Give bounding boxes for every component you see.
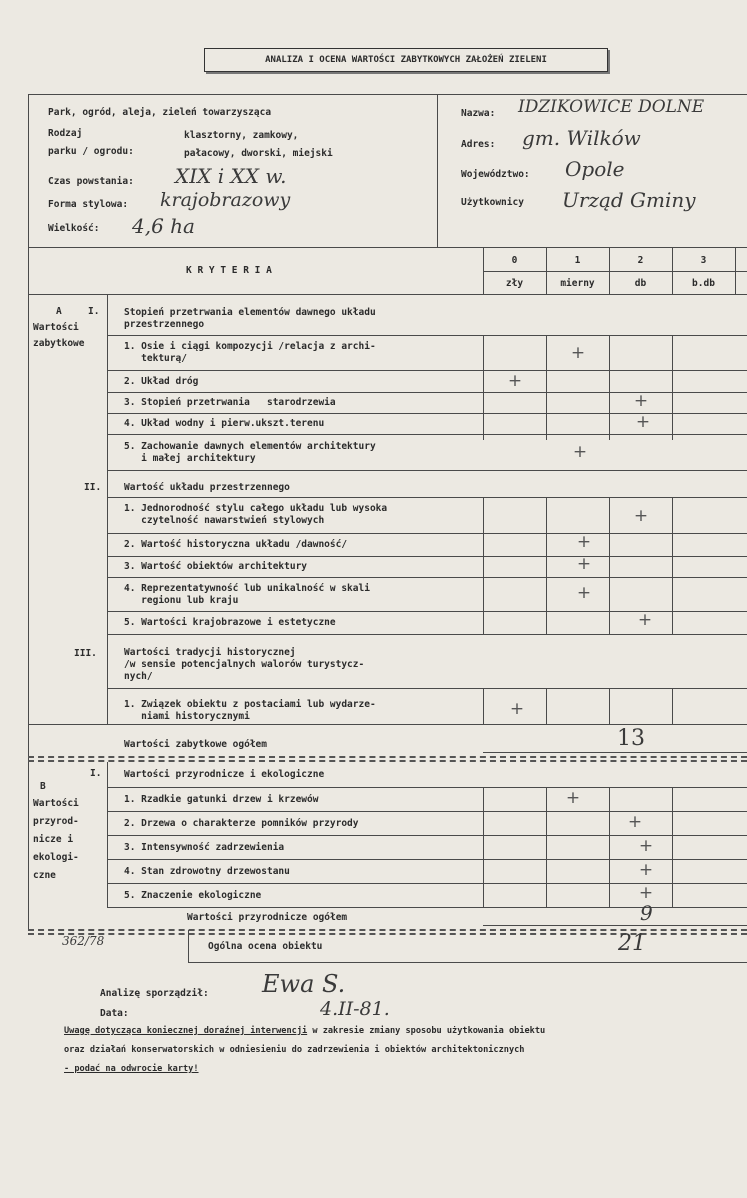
wojewodztwo-label: Województwo: xyxy=(461,169,530,180)
grid-line xyxy=(28,724,747,725)
form-title: ANALIZA I OCENA WARTOŚCI ZABYTKOWYCH ZAŁOŻEŃ ZIELENI xyxy=(265,55,547,65)
rodzaj-options-1: klasztorny, zamkowy, xyxy=(184,130,299,141)
total-zabytkowe-label: Wartości zabytkowe ogółem xyxy=(124,739,267,750)
section-b-name-5: czne xyxy=(33,870,56,881)
kryteria-header: K R Y T E R I A xyxy=(186,265,272,276)
note-line-1 xyxy=(64,1026,545,1037)
criterion-row: 4. Reprezentatywność lub unikalność w skali xyxy=(124,583,370,594)
section-a-roman-1: I. xyxy=(88,306,100,317)
criterion-row: 1. Związek obiektu z postaciami lub wydarze- xyxy=(124,699,376,710)
section-b-name-3: nicze i xyxy=(33,834,74,845)
rating-mark: + xyxy=(570,343,586,363)
note-rest: w zakresie zmiany sposobu użytkowania obiektu xyxy=(307,1026,546,1036)
rating-mark: + xyxy=(576,532,592,552)
grid-line xyxy=(609,335,610,440)
grid-line xyxy=(483,925,747,926)
grid-line xyxy=(188,962,747,963)
rodzaj-label-2: parku / ogrodu: xyxy=(48,146,134,157)
section-separator xyxy=(28,760,747,762)
group-2-title: Wartość układu przestrzennego xyxy=(124,482,290,493)
col-3-label: b.db xyxy=(692,278,715,289)
rating-mark: + xyxy=(565,788,581,808)
grid-line xyxy=(609,688,610,724)
section-separator xyxy=(28,756,747,758)
rating-mark: + xyxy=(576,554,592,574)
grid-line xyxy=(107,634,747,635)
grid-line xyxy=(107,556,747,557)
adres-label: Adres: xyxy=(461,139,496,150)
criterion-row: 5. Znaczenie ekologiczne xyxy=(124,890,262,901)
section-b-name-4: ekologi- xyxy=(33,852,79,863)
group-b-title: Wartości przyrodnicze i ekologiczne xyxy=(124,769,325,780)
grid-line xyxy=(107,577,747,578)
col-1-label: mierny xyxy=(560,278,595,289)
section-a-name-2: zabytkowe xyxy=(33,338,85,349)
criterion-row-cont: niami historycznymi xyxy=(124,711,250,722)
col-3-num: 3 xyxy=(700,255,707,266)
grid-line xyxy=(107,497,747,498)
grid-line xyxy=(107,811,747,812)
grid-line xyxy=(107,787,747,788)
criterion-row: 2. Drzewa o charakterze pomników przyrody xyxy=(124,818,359,829)
overall-value: 21 xyxy=(618,931,646,956)
rating-mark: + xyxy=(633,391,649,411)
grid-line xyxy=(672,688,673,724)
rating-mark: + xyxy=(509,699,525,719)
group-3-title-2: /w sensie potencjalnych walorów turystycz- xyxy=(124,659,365,670)
rodzaj-label: Rodzaj xyxy=(48,128,83,139)
rating-mark: + xyxy=(638,883,654,903)
grid-line xyxy=(483,688,484,724)
rating-mark: + xyxy=(507,371,523,391)
grid-line xyxy=(609,787,610,907)
col-2-label: db xyxy=(634,278,647,289)
rodzaj-options-2: pałacowy, dworski, miejski xyxy=(184,148,333,159)
section-a-roman-3: III. xyxy=(74,648,97,659)
grid-line xyxy=(107,434,747,435)
rating-mark: + xyxy=(637,610,653,630)
rating-mark: + xyxy=(638,836,654,856)
grid-line xyxy=(735,247,736,294)
rating-mark: + xyxy=(572,442,588,462)
grid-line xyxy=(107,688,747,689)
forma-label: Forma stylowa: xyxy=(48,199,129,210)
criterion-row: 2. Wartość historyczna układu /dawność/ xyxy=(124,539,348,550)
criterion-row: 1. Osie i ciągi kompozycji /relacja z archi- xyxy=(124,341,376,352)
criterion-row: 3. Stopień przetrwania starodrzewia xyxy=(124,397,336,408)
criterion-row-cont: czytelność nawarstwień stylowych xyxy=(124,515,325,526)
grid-line xyxy=(107,470,747,471)
overall-label: Ogólna ocena obiektu xyxy=(208,941,323,952)
nazwa-label: Nazwa: xyxy=(461,108,496,119)
section-b-name-2: przyrod- xyxy=(33,816,79,827)
forma-value: krajobrazowy xyxy=(160,189,291,211)
wielkosc-label: Wielkość: xyxy=(48,223,100,234)
criterion-row: 4. Stan zdrowotny drzewostanu xyxy=(124,866,290,877)
grid-line xyxy=(546,497,547,634)
czas-label: Czas powstania: xyxy=(48,176,134,187)
czas-value: XIX i XX w. xyxy=(175,164,287,188)
criterion-row: 5. Zachowanie dawnych elementów architektury xyxy=(124,441,376,452)
uzytkownicy-value: Urząd Gminy xyxy=(562,188,696,212)
total-przyrodnicze-label: Wartości przyrodnicze ogółem xyxy=(187,912,348,923)
grid-line xyxy=(28,94,747,95)
date-value: 4.II-81. xyxy=(320,998,390,1020)
date-label: Data: xyxy=(100,1008,129,1019)
grid-line xyxy=(28,247,747,248)
group-3-title: Wartości tradycji historycznej xyxy=(124,647,296,658)
rating-mark: + xyxy=(638,860,654,880)
criterion-row-cont: tekturą/ xyxy=(124,353,187,364)
criterion-row: 3. Wartość obiektów architektury xyxy=(124,561,308,572)
rating-mark: + xyxy=(627,812,643,832)
rating-mark: + xyxy=(633,506,649,526)
section-a-roman-2: II. xyxy=(84,482,102,493)
grid-line xyxy=(107,370,747,371)
grid-line xyxy=(107,533,747,534)
prepared-by-signature: Ewa S. xyxy=(262,970,346,998)
total-przyrodnicze-value: 9 xyxy=(640,901,653,925)
prepared-by-label: Analizę sporządził: xyxy=(100,988,209,999)
criterion-row: 5. Wartości krajobrazowe i estetyczne xyxy=(124,617,336,628)
note-line-2: oraz działań konserwatorskich w odniesieniu do zadrzewienia i obiektów architektonicznych xyxy=(64,1045,525,1055)
note-underlined: Uwagę dotycząca koniecznej doraźnej interwencji xyxy=(64,1026,308,1036)
criterion-row: 4. Układ wodny i pierw.ukszt.terenu xyxy=(124,418,325,429)
col-0-label: zły xyxy=(505,278,524,289)
catalog-number: 362/78 xyxy=(62,934,105,948)
criterion-row: 1. Rzadkie gatunki drzew i krzewów xyxy=(124,794,319,805)
wielkosc-value: 4,6 ha xyxy=(132,214,195,238)
grid-line xyxy=(28,294,747,295)
criterion-row: 2. Układ dróg xyxy=(124,376,199,387)
nazwa-value: IDZIKOWICE DOLNE xyxy=(518,97,705,117)
criterion-row: 1. Jednorodność stylu całego układu lub wysoka xyxy=(124,503,388,514)
wojewodztwo-value: Opole xyxy=(565,157,625,181)
section-b-name-1: Wartości xyxy=(33,798,79,809)
adres-value: gm. Wilków xyxy=(522,126,641,150)
criterion-row: 3. Intensywność zadrzewienia xyxy=(124,842,285,853)
grid-line xyxy=(188,930,189,962)
grid-line xyxy=(107,294,108,724)
rating-mark: + xyxy=(576,583,592,603)
section-a-letter: A xyxy=(56,306,62,317)
object-type-line: Park, ogród, aleja, zieleń towarzysząca xyxy=(48,107,272,118)
group-3-title-3: nych/ xyxy=(124,671,153,682)
note-line-3: - podać na odwrocie karty! xyxy=(64,1064,199,1074)
section-b-roman-1: I. xyxy=(90,768,102,779)
title-box xyxy=(204,48,608,72)
section-b-letter: B xyxy=(40,781,46,792)
grid-line xyxy=(437,94,438,247)
col-1-num: 1 xyxy=(574,255,581,266)
grid-line xyxy=(107,335,747,336)
section-a-name-1: Wartości xyxy=(33,322,79,333)
uzytkownicy-label: Użytkownicy xyxy=(461,197,524,208)
grid-line xyxy=(483,752,747,753)
col-2-num: 2 xyxy=(637,255,644,266)
group-1-title-2: przestrzennego xyxy=(124,319,205,330)
grid-line xyxy=(483,497,484,634)
criterion-row-cont: regionu lub kraju xyxy=(124,595,239,606)
rating-mark: + xyxy=(635,412,651,432)
grid-line xyxy=(483,271,747,272)
group-1-title: Stopień przetrwania elementów dawnego układu xyxy=(124,307,376,318)
total-zabytkowe-value: 13 xyxy=(617,726,645,751)
grid-line xyxy=(483,787,484,907)
col-0-num: 0 xyxy=(511,255,518,266)
criterion-row-cont: i małej architektury xyxy=(124,453,256,464)
grid-line xyxy=(28,94,29,930)
